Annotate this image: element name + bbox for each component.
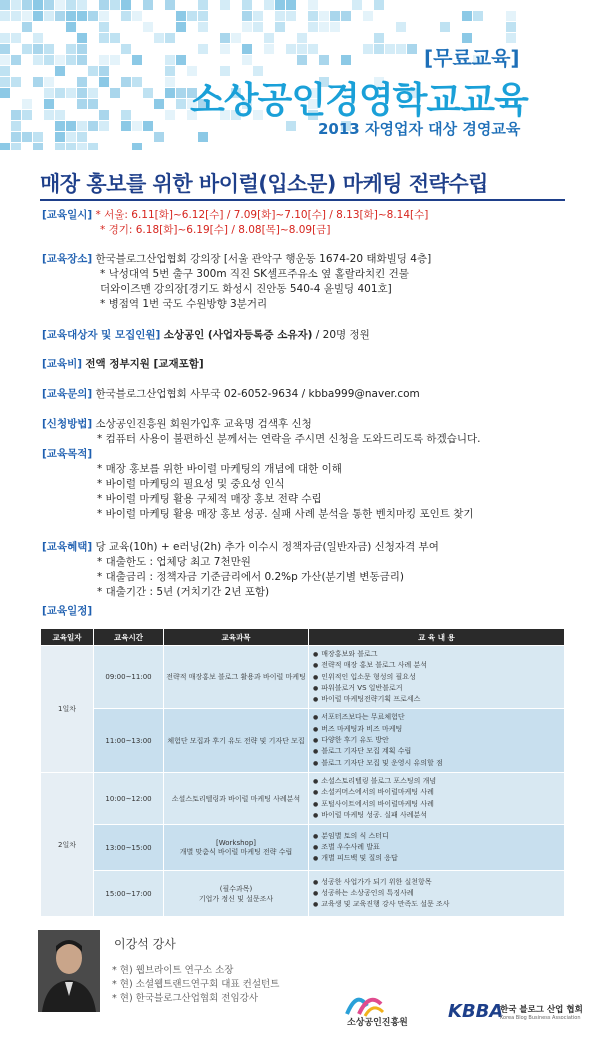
mosaic-square xyxy=(341,11,351,21)
mosaic-square xyxy=(264,33,274,43)
mosaic-square xyxy=(0,55,10,65)
mosaic-square xyxy=(33,11,43,21)
table-header-cell: 교육시간 xyxy=(94,629,164,646)
goal-item: * 매장 홍보를 위한 바이럴 마케팅의 개념에 대한 이해 xyxy=(97,463,342,475)
mosaic-square xyxy=(473,11,483,21)
mosaic-square xyxy=(44,88,54,98)
mosaic-square xyxy=(11,132,21,142)
mosaic-square xyxy=(154,33,164,43)
mosaic-square xyxy=(44,0,54,10)
course-line: 기업가 정신 및 설문조사 xyxy=(198,894,274,903)
mosaic-square xyxy=(22,132,32,142)
mosaic-square xyxy=(77,132,87,142)
mosaic-square xyxy=(22,11,32,21)
mosaic-square xyxy=(176,88,186,98)
mosaic-square xyxy=(253,11,263,21)
mosaic-square xyxy=(11,55,21,65)
place-label: [교육장소] xyxy=(42,253,93,265)
timetable-label: [교육일정] xyxy=(42,605,93,617)
mosaic-square xyxy=(330,22,340,32)
mosaic-square xyxy=(143,121,153,131)
mosaic-square xyxy=(242,44,252,54)
mosaic-square xyxy=(99,22,109,32)
mosaic-square xyxy=(77,33,87,43)
mosaic-square xyxy=(44,99,54,109)
content-cell xyxy=(309,871,565,917)
mosaic-square xyxy=(0,11,10,21)
mosaic-square xyxy=(319,55,329,65)
mosaic-square xyxy=(99,110,109,120)
title-divider xyxy=(40,199,565,201)
goal-item: * 바이럴 마케팅의 필요성 및 중요성 인식 xyxy=(97,478,285,490)
mosaic-square xyxy=(187,11,197,21)
mosaic-square xyxy=(275,22,285,32)
mosaic-square xyxy=(165,55,175,65)
mosaic-square xyxy=(33,77,43,87)
mosaic-square xyxy=(22,0,32,10)
list-item: ● 파워블로거 VS 일반블로거 xyxy=(313,683,560,694)
mosaic-square xyxy=(374,33,384,43)
benefit-section xyxy=(42,540,439,600)
mosaic-square xyxy=(55,66,65,76)
list-item: ● 전략적 매장 홍보 블로그 사례 분석 xyxy=(313,660,560,671)
benefit-label: [교육혜택] xyxy=(42,541,93,553)
mosaic-square xyxy=(231,33,241,43)
schedule-line2: * 경기: 6.18[화]~6.19[수] / 8.08[목]~8.09[금] xyxy=(100,224,331,236)
mosaic-square xyxy=(22,99,32,109)
mosaic-square xyxy=(198,0,208,10)
mosaic-square xyxy=(242,22,252,32)
mosaic-square xyxy=(77,99,87,109)
table-header-cell: 교육일자 xyxy=(41,629,94,646)
kbba-logo-text: 한국 블로그 산업 협회 xyxy=(500,1005,583,1015)
mosaic-square xyxy=(0,88,10,98)
mosaic-square xyxy=(44,55,54,65)
mosaic-square xyxy=(99,33,109,43)
mosaic-square xyxy=(121,11,131,21)
mosaic-square xyxy=(66,22,76,32)
list-item: ● 소셜스토리텔링 블로그 포스팅의 개념 xyxy=(313,776,560,787)
list-item: ● 다양한 후기 유도 방안 xyxy=(313,735,560,746)
mosaic-square xyxy=(242,11,252,21)
mosaic-square xyxy=(198,22,208,32)
target-rest: / 20명 정원 xyxy=(312,329,370,341)
table-header-row xyxy=(41,629,565,646)
mosaic-square xyxy=(0,143,10,150)
mosaic-square xyxy=(88,88,98,98)
goal-label: [교육목적] xyxy=(42,448,93,460)
mosaic-square xyxy=(297,55,307,65)
mosaic-square xyxy=(88,121,98,131)
mosaic-square xyxy=(11,77,21,87)
list-item: ● 교육생 및 교육진행 강사 만족도 설문 조사 xyxy=(313,899,560,910)
mosaic-square xyxy=(121,0,131,10)
benefit-item: * 대출금리 : 정책자금 기준금리에서 0.2%p 가산(분기별 변동금리) xyxy=(97,571,404,583)
mosaic-square xyxy=(77,77,87,87)
mosaic-square xyxy=(396,44,406,54)
lecturer-photo xyxy=(38,930,100,1012)
mosaic-square xyxy=(77,143,87,150)
schedule-section xyxy=(42,208,428,238)
mosaic-square xyxy=(11,143,21,150)
goal-section xyxy=(42,447,474,522)
mosaic-square xyxy=(99,121,109,131)
mosaic-square xyxy=(264,44,274,54)
header-title: 소상공인경영학교교육 xyxy=(190,80,528,121)
mosaic-square xyxy=(341,55,351,65)
mosaic-square xyxy=(55,121,65,131)
mosaic-square xyxy=(99,66,109,76)
mosaic-square xyxy=(77,121,87,131)
mosaic-square xyxy=(33,132,43,142)
mosaic-square xyxy=(33,143,43,150)
goal-item: * 바이럴 마케팅 활용 구체적 매장 홍보 전략 수립 xyxy=(97,493,322,505)
place-line4: * 병점역 1번 국도 수원방향 3분거리 xyxy=(100,298,268,310)
mosaic-square xyxy=(0,33,10,43)
kbba-logo xyxy=(448,995,588,1035)
mosaic-square xyxy=(374,0,384,10)
kbba-logo-subtext: Korea Blog Business Association xyxy=(500,1015,581,1021)
mosaic-square xyxy=(44,44,54,54)
mosaic-square xyxy=(275,11,285,21)
benefit-line1: 당 교육(10h) + e러닝(2h) 추가 이수시 정책자금(일반자금) 신청자격 부여 xyxy=(95,541,439,553)
mosaic-square xyxy=(55,132,65,142)
mosaic-square xyxy=(440,22,450,32)
mosaic-square xyxy=(176,11,186,21)
kbba-logo-mark: KBBA xyxy=(448,1001,504,1022)
mosaic-square xyxy=(165,110,175,120)
mosaic-square xyxy=(55,88,65,98)
lecturer-career: * 현) 한국블로그산업협회 전임강사 xyxy=(112,993,258,1004)
mosaic-square xyxy=(198,44,208,54)
mosaic-square xyxy=(132,121,142,131)
mosaic-square xyxy=(110,55,120,65)
mosaic-square xyxy=(462,11,472,21)
apply-label: [신청방법] xyxy=(42,418,93,430)
mosaic-square xyxy=(0,0,10,10)
mosaic-square xyxy=(55,0,65,10)
lecturer-name: 이강석 강사 xyxy=(114,937,176,951)
mosaic-square xyxy=(220,0,230,10)
contact-value: 한국블로그산업협회 사무국 02-6052-9634 / kbba999@naver.com xyxy=(95,388,420,400)
table-row xyxy=(41,646,565,709)
course-cell: 체험단 모집과 후기 유도 전략 및 기자단 모집 xyxy=(164,709,309,772)
mosaic-square xyxy=(44,77,54,87)
fee-label: [교육비] xyxy=(42,358,83,370)
target-bold: 소상공인 (사업자등록증 소유자) xyxy=(163,329,313,341)
sosang-logo-icon xyxy=(345,988,385,1018)
mosaic-square xyxy=(99,77,109,87)
goal-item: * 바이럴 마케팅 활용 매장 홍보 성공. 실패 사례 분석을 통한 벤치마킹 포인트 찾기 xyxy=(97,508,474,520)
mosaic-square xyxy=(66,0,76,10)
mosaic-square xyxy=(66,44,76,54)
mosaic-square xyxy=(297,44,307,54)
lecturer-career: * 현) 소셜웹트랜드연구회 대표 컨설턴트 xyxy=(112,979,280,990)
mosaic-square xyxy=(0,44,10,54)
mosaic-square xyxy=(220,44,230,54)
mosaic-square xyxy=(11,121,21,131)
mosaic-square xyxy=(88,11,98,21)
mosaic-square xyxy=(363,44,373,54)
time-cell: 10:00~12:00 xyxy=(94,772,164,824)
fee-section xyxy=(42,357,204,372)
mosaic-square xyxy=(66,55,76,65)
mosaic-square xyxy=(176,22,186,32)
mosaic-square xyxy=(330,11,340,21)
mosaic-square xyxy=(154,99,164,109)
mosaic-square xyxy=(308,11,318,21)
mosaic-square xyxy=(165,77,175,87)
mosaic-square xyxy=(385,44,395,54)
mosaic-square xyxy=(66,143,76,150)
list-item: ● 블로그 기자단 모집 및 운영시 유의할 점 xyxy=(313,758,560,769)
mosaic-square xyxy=(99,11,109,21)
table-row xyxy=(41,772,565,824)
list-item: ● 서포터즈보다는 무료체험단 xyxy=(313,712,560,723)
timetable xyxy=(40,628,565,917)
schedule-line1: * 서울: 6.11[화]~6.12[수] / 7.09[화]~7.10[수] / 8.13[화]~8.14[수] xyxy=(95,209,429,221)
lecturer-career: * 현) 웹브라이트 연구소 소장 xyxy=(112,965,234,976)
mosaic-square xyxy=(77,44,87,54)
list-item: ● 소셜커머스에서의 바이럴마케팅 사례 xyxy=(313,787,560,798)
day-cell: 1일차 xyxy=(41,646,94,773)
course-cell xyxy=(164,871,309,917)
mosaic-square xyxy=(11,33,21,43)
mosaic-square xyxy=(77,88,87,98)
mosaic-square xyxy=(132,143,142,150)
mosaic-square xyxy=(308,0,318,10)
time-cell: 09:00~11:00 xyxy=(94,646,164,709)
list-item: ● 포털사이트에서의 바이럴마케팅 사례 xyxy=(313,799,560,810)
content-cell xyxy=(309,772,565,824)
list-item: ● 성공한 사업가가 되기 위한 실천항목 xyxy=(313,877,560,888)
mosaic-square xyxy=(253,22,263,32)
mosaic-square xyxy=(66,88,76,98)
list-item: ● 버즈 마케팅과 비즈 마케팅 xyxy=(313,724,560,735)
mosaic-square xyxy=(242,55,252,65)
mosaic-square xyxy=(374,44,384,54)
mosaic-square xyxy=(44,110,54,120)
mosaic-square xyxy=(44,11,54,21)
place-line1: 한국블로그산업협회 강의장 [서울 관악구 행운동 1674-20 태화빌딩 4층] xyxy=(95,253,432,265)
mosaic-square xyxy=(297,33,307,43)
list-item: ● 개별 피드백 및 질의 응답 xyxy=(313,853,560,864)
course-cell xyxy=(164,825,309,871)
list-item: ● 성공하는 소상공인의 특징사례 xyxy=(313,888,560,899)
main-title: 매장 홍보를 위한 바이럴(입소문) 마케팅 전략수립 xyxy=(40,172,488,196)
mosaic-square xyxy=(33,55,43,65)
mosaic-square xyxy=(121,121,131,131)
contact-label: [교육문의] xyxy=(42,388,93,400)
contact-section xyxy=(42,387,420,402)
day-cell: 2일차 xyxy=(41,772,94,916)
place-line2: * 낙성대역 5번 출구 300m 직진 SK셀프주유소 옆 홀랄라치킨 건물 xyxy=(100,268,409,280)
sosang-logo xyxy=(345,988,465,1028)
header-subtitle: 2013 자영업자 대상 경영교육 xyxy=(318,120,521,138)
mosaic-square xyxy=(110,88,120,98)
mosaic-square xyxy=(165,33,175,43)
header-tag: [무료교육] xyxy=(424,46,520,70)
apply-line2: * 컴퓨터 사용이 불편하신 분께서는 연락을 주시면 신청을 도와드리도록 하겠습니다. xyxy=(97,433,481,445)
mosaic-square xyxy=(88,143,98,150)
course-line: 개별 맞춤식 바이럴 마케팅 전략 수립 xyxy=(179,847,293,856)
time-cell: 15:00~17:00 xyxy=(94,871,164,917)
mosaic-square xyxy=(88,66,98,76)
mosaic-square xyxy=(143,22,153,32)
mosaic-square xyxy=(121,77,131,87)
mosaic-square xyxy=(396,22,406,32)
mosaic-square xyxy=(77,11,87,21)
mosaic-square xyxy=(319,11,329,21)
apply-section xyxy=(42,417,481,447)
mosaic-square xyxy=(165,0,175,10)
mosaic-square xyxy=(308,44,318,54)
table-header-cell: 교 육 내 용 xyxy=(309,629,565,646)
course-cell: 소셜스토리텔링과 바이럴 마케팅 사례분석 xyxy=(164,772,309,824)
mosaic-square xyxy=(33,0,43,10)
mosaic-square xyxy=(77,55,87,65)
mosaic-square xyxy=(55,110,65,120)
timetable-section xyxy=(42,604,92,619)
mosaic-square xyxy=(33,33,43,43)
target-label: [교육대상자 및 모집인원] xyxy=(42,329,161,341)
mosaic-square xyxy=(363,11,373,21)
list-item: ● 블로그 기자단 모집 계획 수립 xyxy=(313,746,560,757)
mosaic-square xyxy=(77,0,87,10)
mosaic-square xyxy=(22,22,32,32)
list-item: ● 조별 우수사례 발표 xyxy=(313,842,560,853)
fee-value: 전액 정부지원 [교재포함] xyxy=(85,358,204,370)
mosaic-square xyxy=(176,99,186,109)
mosaic-square xyxy=(55,143,65,150)
sosang-logo-text: 소상공인진흥원 xyxy=(347,1018,408,1028)
mosaic-square xyxy=(132,77,142,87)
time-cell: 13:00~15:00 xyxy=(94,825,164,871)
course-cell: 전략적 매장홍보 블로그 활용과 바이럴 마케팅 xyxy=(164,646,309,709)
mosaic-square xyxy=(407,44,417,54)
mosaic-square xyxy=(220,33,230,43)
mosaic-square xyxy=(132,55,142,65)
mosaic-square xyxy=(66,132,76,142)
mosaic-square xyxy=(11,110,21,120)
mosaic-square xyxy=(506,11,516,21)
mosaic-square xyxy=(0,77,10,87)
mosaic-square xyxy=(0,66,10,76)
table-row xyxy=(41,871,565,917)
list-item: ● 바이럴 마케팅전략기획 프로세스 xyxy=(313,694,560,705)
course-line: (필수과목) xyxy=(219,884,253,893)
mosaic-square xyxy=(143,88,153,98)
table-row xyxy=(41,709,565,772)
mosaic-square xyxy=(352,0,362,10)
mosaic-square xyxy=(286,44,296,54)
mosaic-square xyxy=(55,55,65,65)
mosaic-square xyxy=(506,22,516,32)
apply-line1: 소상공인진흥원 회원가입후 교육명 검색후 신청 xyxy=(95,418,312,430)
mosaic-square xyxy=(22,110,32,120)
mosaic-square xyxy=(66,11,76,21)
table-row xyxy=(41,825,565,871)
table-header-cell: 교육과목 xyxy=(164,629,309,646)
mosaic-square xyxy=(11,11,21,21)
course-line: [Workshop] xyxy=(216,838,256,847)
list-item: ● 매장홍보와 블로그 xyxy=(313,649,560,660)
mosaic-square xyxy=(286,11,296,21)
mosaic-square xyxy=(33,44,43,54)
mosaic-square xyxy=(99,0,109,10)
time-cell: 11:00~13:00 xyxy=(94,709,164,772)
mosaic-square xyxy=(143,0,153,10)
content-cell xyxy=(309,646,565,709)
mosaic-square xyxy=(242,0,252,10)
mosaic-square xyxy=(110,33,120,43)
mosaic-square xyxy=(11,0,21,10)
mosaic-square xyxy=(165,88,175,98)
mosaic-square xyxy=(132,11,142,21)
mosaic-square xyxy=(121,110,131,120)
mosaic-square xyxy=(99,55,109,65)
mosaic-square xyxy=(286,0,296,10)
schedule-label: [교육일시] xyxy=(42,209,93,221)
content-cell xyxy=(309,825,565,871)
mosaic-square xyxy=(88,99,98,109)
mosaic-square xyxy=(165,66,175,76)
list-item: ● 인위적인 입소문 형성의 필요성 xyxy=(313,672,560,683)
mosaic-square xyxy=(110,0,120,10)
mosaic-square xyxy=(55,11,65,21)
content-cell xyxy=(309,709,565,772)
mosaic-square xyxy=(176,55,186,65)
mosaic-square xyxy=(308,22,318,32)
mosaic-square xyxy=(198,132,208,142)
list-item: ● 바이럴 마케팅 성공. 실패 사례분석 xyxy=(313,810,560,821)
mosaic-square xyxy=(66,121,76,131)
list-item: ● 분임별 토의 식 스터디 xyxy=(313,831,560,842)
mosaic-square xyxy=(154,132,164,142)
benefit-item: * 대출기간 : 5년 (거치기간 2년 포함) xyxy=(97,586,270,598)
benefit-item: * 대출한도 : 업체당 최고 7천만원 xyxy=(97,556,251,568)
mosaic-square xyxy=(198,11,208,21)
target-section xyxy=(42,328,370,343)
mosaic-square xyxy=(319,22,329,32)
place-line3: 더와이즈맨 강의장[경기도 화성시 진안동 540-4 윤빌딩 401호] xyxy=(100,283,392,295)
mosaic-square xyxy=(264,0,274,10)
mosaic-square xyxy=(275,0,285,10)
mosaic-square xyxy=(121,44,131,54)
mosaic-square xyxy=(22,44,32,54)
place-section xyxy=(42,252,431,312)
